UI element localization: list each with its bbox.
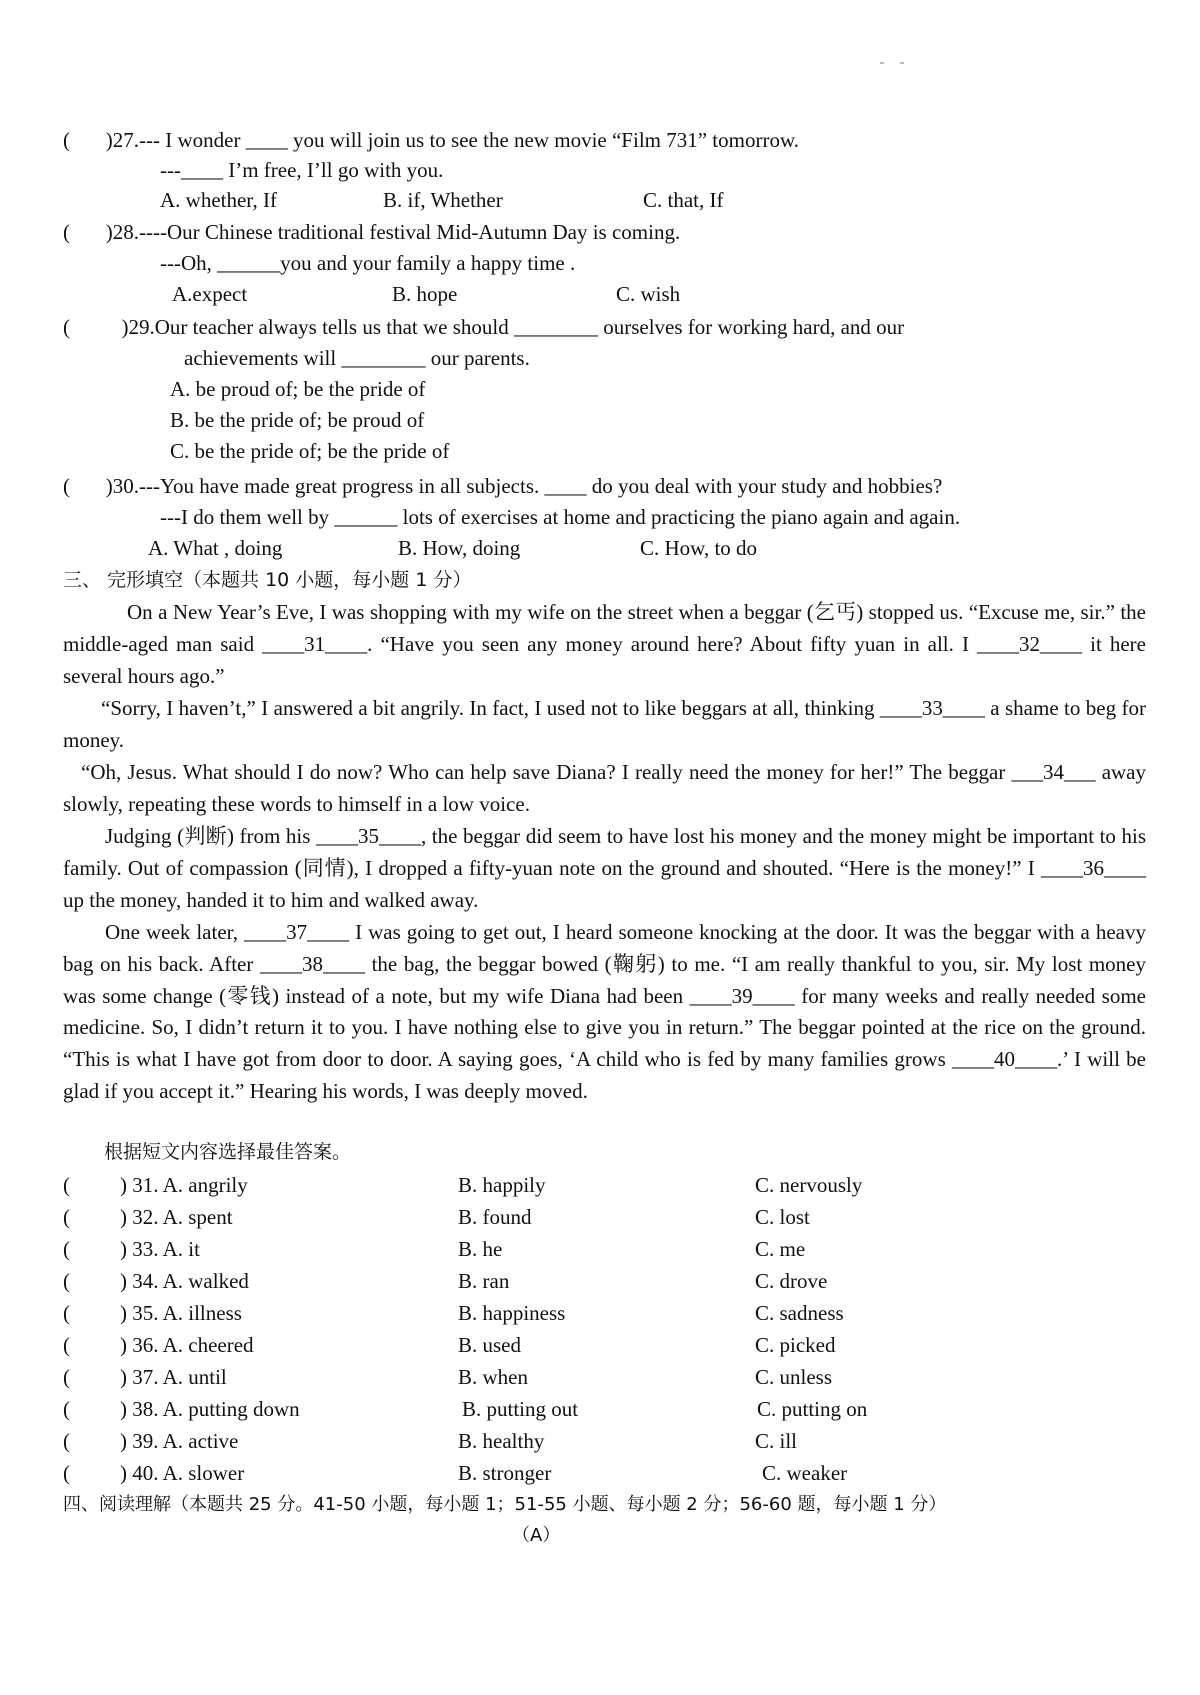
option-c: C. be the pride of; be the pride of — [170, 439, 450, 463]
option-c: C. weaker — [762, 1461, 848, 1485]
option-c: C. sadness — [755, 1301, 844, 1325]
option-a: A.expect — [172, 282, 248, 306]
option-a: ) 38. A. putting down — [120, 1397, 300, 1421]
option-b: B. when — [458, 1365, 528, 1389]
answer-paren: ( — [63, 315, 70, 339]
option-c: C. How, to do — [640, 536, 758, 560]
question-stem-cont: achievements will ________ our parents. — [184, 346, 530, 370]
cloze-paragraph: “Sorry, I haven’t,” I answered a bit angrily. In fact, I used not to like beggars at all, thinking ____33____ a shame to beg for money. — [63, 696, 1146, 752]
option-b: B. How, doing — [398, 536, 521, 560]
section-heading-cloze: 三、 完形填空（本题共 10 小题，每小题 1 分） — [63, 569, 472, 591]
option-b: B. healthy — [458, 1429, 545, 1453]
option-a: ) 36. A. cheered — [120, 1333, 254, 1357]
question-reply: ---Oh, ______you and your family a happy time . — [160, 251, 576, 275]
question-stem: )28.----Our Chinese traditional festival Mid-Autumn Day is coming. — [90, 220, 681, 244]
question-reply: ---I do them well by ______ lots of exercises at home and practicing the piano again and again. — [160, 505, 961, 529]
option-a: ) 35. A. illness — [120, 1301, 242, 1325]
option-c: C. picked — [755, 1333, 836, 1357]
cloze-instruction: 根据短文内容选择最佳答案。 — [104, 1141, 352, 1163]
option-a: A. whether, If — [160, 188, 277, 212]
answer-paren: ( — [63, 1205, 70, 1229]
option-c: C. wish — [616, 282, 681, 306]
answer-paren: ( — [63, 1429, 70, 1453]
cloze-paragraph: “Oh, Jesus. What should I do now? Who can help save Diana? I really need the money for her!” The beggar ___34___ away slowly, repeating these words to himself in a low voice. — [63, 760, 1146, 816]
option-b: B. putting out — [462, 1397, 579, 1421]
option-b: B. happily — [458, 1173, 546, 1197]
option-c: C. unless — [755, 1365, 833, 1389]
answer-paren: ( — [63, 1269, 70, 1293]
cloze-paragraph: On a New Year’s Eve, I was shopping with my wife on the street when a beggar (乞丐) stopped us. “Excuse me, sir.” the middle-aged man said ____31____. “Have you seen any money around here? About fifty yuan in all. I ____32____ it here several hours ago.” — [63, 600, 1146, 688]
option-b: B. if, Whether — [383, 188, 503, 212]
option-a: ) 33. A. it — [120, 1237, 200, 1261]
option-b: B. found — [458, 1205, 532, 1229]
option-c: C. drove — [755, 1269, 828, 1293]
option-b: B. stronger — [458, 1461, 552, 1485]
option-b: B. ran — [458, 1269, 510, 1293]
option-a: ) 40. A. slower — [120, 1461, 245, 1485]
option-b: B. happiness — [458, 1301, 566, 1325]
answer-paren: ( — [63, 1365, 70, 1389]
option-b: B. be the pride of; be proud of — [170, 408, 425, 432]
option-a: ) 37. A. until — [120, 1365, 227, 1389]
option-a: A. be proud of; be the pride of — [170, 377, 426, 401]
answer-paren: ( — [63, 220, 70, 244]
option-a: ) 32. A. spent — [120, 1205, 233, 1229]
answer-paren: ( — [63, 1173, 70, 1197]
answer-paren: ( — [63, 1397, 70, 1421]
answer-paren: ( — [63, 474, 70, 498]
cloze-paragraph: One week later, ____37____ I was going to get out, I heard someone knocking at the door. It was the beggar with a heavy bag on his back. After ____38____ the bag, the beggar bowed (鞠躬) to me. “I am really thankful to you, sir. My lost money was some change (零钱) instead of a note, but my wife Diana had been ____39____ for many weeks and really needed some medicine. So, I didn’t return it to you. I have nothing else to give you in return.” The beggar pointed at the rice on the ground. “This is what I have got from door to door. A saying goes, ‘A child who is fed by many families grows ____40____.’ I will be glad if you accept it.” Hearing his words, I was deeply moved. — [63, 920, 1146, 1103]
option-c: C. putting on — [757, 1397, 868, 1421]
question-stem: )30.---You have made great progress in all subjects. ____ do you deal with your study and hobbies? — [90, 474, 943, 498]
option-a: ) 39. A. active — [120, 1429, 239, 1453]
answer-paren: ( — [63, 128, 70, 152]
option-c: C. that, If — [643, 188, 724, 212]
answer-paren: ( — [63, 1237, 70, 1261]
option-c: C. me — [755, 1237, 806, 1261]
answer-paren: ( — [63, 1301, 70, 1325]
option-b: B. he — [458, 1237, 503, 1261]
answer-paren: ( — [63, 1461, 70, 1485]
question-stem: )27.--- I wonder ____ you will join us to see the new movie “Film 731” tomorrow. — [90, 128, 800, 152]
option-b: B. hope — [392, 282, 458, 306]
option-a: A. What , doing — [148, 536, 283, 560]
scan-mark — [880, 62, 884, 64]
option-b: B. used — [458, 1333, 521, 1357]
option-a: ) 31. A. angrily — [120, 1173, 248, 1197]
question-stem: )29.Our teacher always tells us that we should ________ ourselves for working hard, and our — [90, 315, 905, 339]
question-reply: ---____ I’m free, I’ll go with you. — [160, 158, 444, 182]
cloze-paragraph: Judging (判断) from his ____35____, the beggar did seem to have lost his money and the money might be important to his family. Out of compassion (同情), I dropped a fifty-yuan note on the ground and shouted. “Here is the money!” I ____36____ up the money, handed it to him and walked away. — [63, 824, 1146, 912]
option-c: C. lost — [755, 1205, 810, 1229]
option-c: C. nervously — [755, 1173, 863, 1197]
section-heading-reading: 四、阅读理解（本题共 25 分。41-50 小题，每小题 1；51-55 小题、每小题 2 分；56-60 题，每小题 1 分） — [63, 1494, 947, 1515]
scan-mark — [900, 62, 904, 64]
option-a: ) 34. A. walked — [120, 1269, 249, 1293]
answer-paren: ( — [63, 1333, 70, 1357]
reading-part-label: （A） — [512, 1525, 561, 1546]
option-c: C. ill — [755, 1429, 798, 1453]
